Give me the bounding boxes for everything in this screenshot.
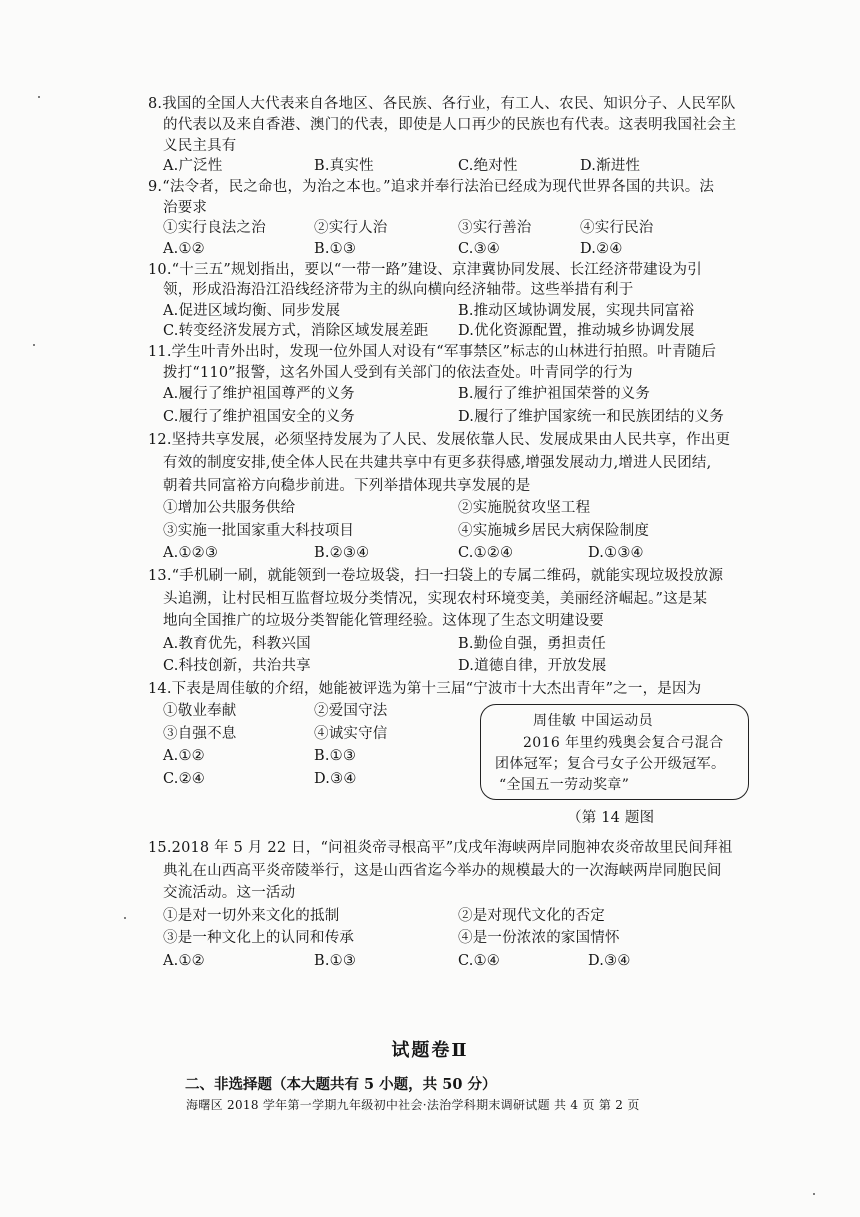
q13-option-a: A.教育优先，科教兴国 [163,636,311,652]
q14-item-2: ②爱国守法 [314,703,388,719]
q15-line2: 典礼在山西高平炎帝陵举行，这是山西省迄今举办的规模最大的一次海峡两岸同胞民间 [163,863,722,879]
q14-box-line2: 2016 年里约残奥会复合弓混合 [523,735,724,751]
q9-option-a: A.①② [163,241,205,257]
q10-option-c: C.转变经济发展方式，消除区域发展差距 [163,323,429,339]
q14-option-c: C.②④ [163,771,205,787]
q15-item-1: ①是对一切外来文化的抵制 [163,908,340,924]
q10-option-a: A.促进区域均衡、同步发展 [163,303,341,319]
q8-option-c: C.绝对性 [458,158,518,174]
q11-line1: 11.学生叶青外出时，发现一位外国人对设有“军事禁区”标志的山林进行拍照。叶青随后 [148,344,717,360]
q11-option-d: D.履行了维护国家统一和民族团结的义务 [458,409,725,425]
q14-item-1: ①敬业奉献 [163,703,237,719]
q10-option-d: D.优化资源配置，推动城乡协调发展 [458,323,695,339]
q15-option-d: D.③④ [588,953,631,969]
q12-item-2: ②实施脱贫攻坚工程 [458,500,591,516]
q11-option-b: B.履行了维护祖国荣誉的义务 [458,386,651,402]
q13-line2: 头追溯，让村民相互监督垃圾分类情况，实现农村环境变美，美丽经济崛起。”这是某 [163,591,708,607]
q10-option-b: B.推动区域协调发展，实现共同富裕 [458,303,695,319]
q14-figure-caption: （第 14 题图 [567,810,655,826]
q8-line1: 8.我国的全国人大代表来自各地区、各民族、各行业，有工人、农民、知识分子、人民军队 [148,96,736,112]
q12-item-3: ③实施一批国家重大科技项目 [163,523,355,539]
q12-line1: 12.坚持共享发展，必须坚持发展为了人民、发展依靠人民、发展成果由人民共享，作出更 [148,432,731,448]
q12-option-a: A.①②③ [163,545,219,561]
q15-option-a: A.①② [163,953,205,969]
q12-item-1: ①增加公共服务供给 [163,500,296,516]
q13-option-c: C.科技创新，共治共享 [163,658,311,674]
q15-line3: 交流活动。这一活动 [163,885,296,901]
q14-option-b: B.①③ [314,748,357,764]
q8-line3: 义民主具有 [163,138,237,154]
q8-option-d: D.渐进性 [580,158,641,174]
q8-option-a: A.广泛性 [163,158,223,174]
q9-option-d: D.②④ [580,241,623,257]
q8-line2: 的代表以及来自香港、澳门的代表，即使是人口再少的民族也有代表。这表明我国社会主 [163,117,737,133]
scan-speck [124,917,126,919]
q14-profile-box [480,704,749,800]
scan-speck [813,1193,815,1195]
q12-item-4: ④实施城乡居民大病保险制度 [458,523,650,539]
q13-line1: 13.“手机刷一刷，就能领到一卷垃圾袋，扫一扫袋上的专属二维码，就能实现垃圾投放源 [148,568,724,584]
q9-option-b: B.①③ [314,241,357,257]
q14-line1: 14.下表是周佳敏的介绍，她能被评选为第十三届“宁波市十大杰出青年”之一，是因为 [148,681,702,697]
q10-line1: 10.“十三五”规划指出，要以“一带一路”建设、京津冀协同发展、长江经济带建设为引 [148,262,702,278]
q14-option-d: D.③④ [314,771,357,787]
q11-line2: 拨打“110”报警，这名外国人受到有关部门的依法查处。叶青同学的行为 [163,365,633,381]
paper-ii-title: 试题卷Ⅱ [391,1040,469,1061]
q13-option-b: B.勤俭自强，勇担责任 [458,636,606,652]
q9-item-2: ②实行人治 [314,220,388,236]
q9-item-4: ④实行民治 [580,220,654,236]
q15-item-4: ④是一份浓浓的家国情怀 [458,930,620,946]
scan-speck [38,96,40,98]
q9-line1: 9.“法令者，民之命也，为治之本也。”追求并奉行法治已经成为现代世界各国的共识。法 [148,179,715,195]
section-heading: 二、非选择题（本大题共有 5 小题，共 50 分） [185,1076,497,1093]
q9-line2: 治要求 [163,200,208,216]
q12-option-b: B.②③④ [314,545,370,561]
q11-option-c: C.履行了维护祖国安全的义务 [163,409,355,425]
page-footer: 海曙区 2018 学年第一学期九年级初中社会·法治学科期末调研试题 共 4 页 第 2 页 [186,1098,640,1112]
q14-box-line4: “全国五一劳动奖章” [499,777,630,793]
q9-item-1: ①实行良法之治 [163,220,266,236]
q15-option-b: B.①③ [314,953,357,969]
q13-line3: 地向全国推广的垃圾分类智能化管理经验。这体现了生态文明建设要 [163,613,604,629]
scan-speck [33,344,35,346]
q15-item-3: ③是一种文化上的认同和传承 [163,930,355,946]
q9-item-3: ③实行善治 [458,220,532,236]
q12-line3: 朝着共同富裕方向稳步前进。下列举措体现共享发展的是 [163,478,531,494]
q12-line2: 有效的制度安排,使全体人民在共建共享中有更多获得感,增强发展动力,增进人民团结, [163,455,712,471]
q12-option-c: C.①②④ [458,545,514,561]
q12-option-d: D.①③④ [588,545,644,561]
q14-box-line1: 周佳敏 中国运动员 [533,713,654,729]
q14-option-a: A.①② [163,748,205,764]
q14-box-line3: 团体冠军；复合弓女子公开级冠军。 [495,756,726,772]
q14-item-3: ③自强不息 [163,726,237,742]
q8-option-b: B.真实性 [314,158,374,174]
q15-item-2: ②是对现代文化的否定 [458,908,605,924]
q15-option-c: C.①④ [458,953,500,969]
q11-option-a: A.履行了维护祖国尊严的义务 [163,386,355,402]
q15-line1: 15.2018 年 5 月 22 日，“问祖炎帝寻根高平”戊戌年海峡两岸同胞神农炎帝故里民间拜祖 [148,840,733,856]
q10-line2: 领，形成沿海沿江沿线经济带为主的纵向横向经济轴带。这些举措有利于 [163,282,634,298]
q9-option-c: C.③④ [458,241,500,257]
q13-option-d: D.道德自律，开放发展 [458,658,607,674]
q14-item-4: ④诚实守信 [314,726,388,742]
